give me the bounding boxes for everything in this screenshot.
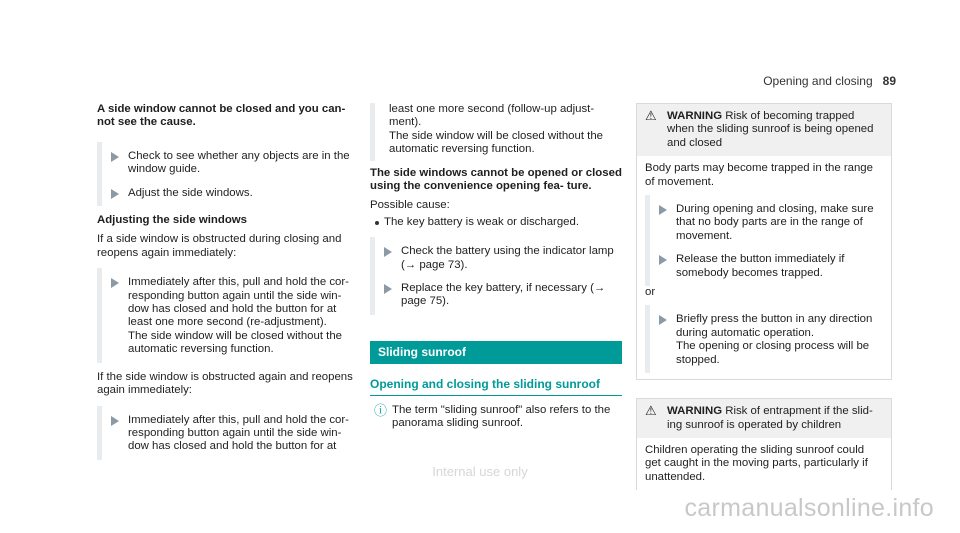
continued-step	[370, 103, 622, 161]
step: During opening and closing, make sure that no body parts are in the range of movement.	[654, 203, 883, 243]
step-text: Immediately after this, pull and hold the cor- responding button again until the side win- dow has closed and hold the button for at least one more second (re-adjustment).	[128, 276, 349, 329]
step-text: Check the battery using the indicator lamp (→ page 73).	[401, 245, 614, 271]
page-header	[763, 74, 896, 88]
step-text: Check to see whether any objects are in the window guide.	[128, 149, 350, 176]
warning-text: Children operating the sliding sunroof could get caught in the moving parts, particularly if unattended.	[645, 443, 868, 483]
steps-block	[97, 406, 355, 460]
warning-label: WARNING	[667, 405, 723, 418]
warning-triangle-icon: ⚠	[645, 108, 657, 123]
step-text: Adjust the side windows.	[128, 186, 253, 199]
step-arrow-icon	[111, 416, 119, 426]
step-arrow-icon	[659, 205, 667, 215]
step-arrow-icon	[659, 315, 667, 325]
note-text: The term "sliding sunroof" also refers to the panorama sliding sunroof.	[392, 403, 611, 430]
warning-body	[637, 156, 891, 379]
step	[106, 187, 355, 200]
warning-title: Risk of entrapment if the slid- ing sunroof is operated by children	[667, 405, 873, 431]
section-heading: A side window cannot be closed and you can- not see the cause.	[97, 103, 346, 129]
page-number: 89	[882, 74, 896, 88]
list-item: The key battery is weak or discharged.	[370, 216, 622, 229]
step: Briefly press the button in any direction during automatic operation. The opening or closing process will be stopped.	[654, 313, 883, 367]
step-arrow-icon	[111, 278, 119, 288]
step	[379, 282, 622, 309]
warning-box	[636, 103, 892, 380]
watermark: Internal use only	[432, 464, 528, 479]
subsection-heading: Adjusting the side windows	[97, 214, 247, 227]
column-1	[97, 103, 355, 460]
step	[106, 150, 355, 177]
warning-title: Risk of becoming trapped when the sliding sunroof is being opened and closed	[667, 110, 874, 149]
steps-block	[645, 195, 883, 286]
site-watermark: carmanualsonline.info	[684, 494, 934, 522]
step-text: Replace the key battery, if necessary (→ page 75).	[401, 282, 606, 308]
step	[379, 245, 622, 272]
step-arrow-icon	[384, 284, 392, 294]
column-2	[370, 103, 622, 431]
column-3	[636, 103, 892, 490]
bullet-icon	[375, 221, 379, 225]
steps-block	[370, 237, 622, 315]
info-icon: ⓘ	[374, 402, 388, 418]
step-arrow-icon	[111, 152, 119, 162]
note	[370, 404, 622, 431]
step	[106, 276, 355, 356]
warning-label: WARNING	[667, 110, 723, 122]
step-arrow-icon	[111, 189, 119, 199]
step: Release the button immediately if somebody becomes trapped.	[654, 253, 883, 280]
chapter-title: Opening and closing	[763, 74, 873, 88]
steps-block	[97, 142, 355, 206]
section-band: Sliding sunroof	[370, 341, 622, 364]
section-heading: The side windows cannot be opened or closed using the convenience opening fea- ture.	[370, 166, 622, 193]
cause-label: Possible cause:	[370, 199, 450, 212]
warning-header	[637, 104, 891, 156]
paragraph: If the side window is obstructed again and reopens again immediately:	[97, 370, 353, 397]
steps-block	[645, 305, 883, 373]
step-result: The side window will be closed without the automatic reversing function.	[389, 129, 604, 156]
step-text: Immediately after this, pull and hold the cor- responding button again until the side win- dow has closed and hold the button for at	[128, 413, 349, 453]
steps-block	[97, 268, 355, 362]
subsection-heading: Opening and closing the sliding sunroof	[370, 378, 622, 395]
step-result: The side window will be closed without the automatic reversing function.	[128, 329, 343, 356]
or-label: or	[645, 286, 656, 299]
warning-text: Body parts may become trapped in the range of movement.	[645, 162, 873, 188]
warning-triangle-icon: ⚠	[645, 403, 657, 419]
step	[106, 414, 355, 454]
warning-header	[637, 399, 891, 438]
step-arrow-icon	[659, 255, 667, 265]
paragraph: If a side window is obstructed during closing and reopens again immediately:	[97, 233, 342, 259]
step-arrow-icon	[384, 247, 392, 257]
step-text: least one more second (follow-up adjust- ment).	[389, 103, 595, 129]
